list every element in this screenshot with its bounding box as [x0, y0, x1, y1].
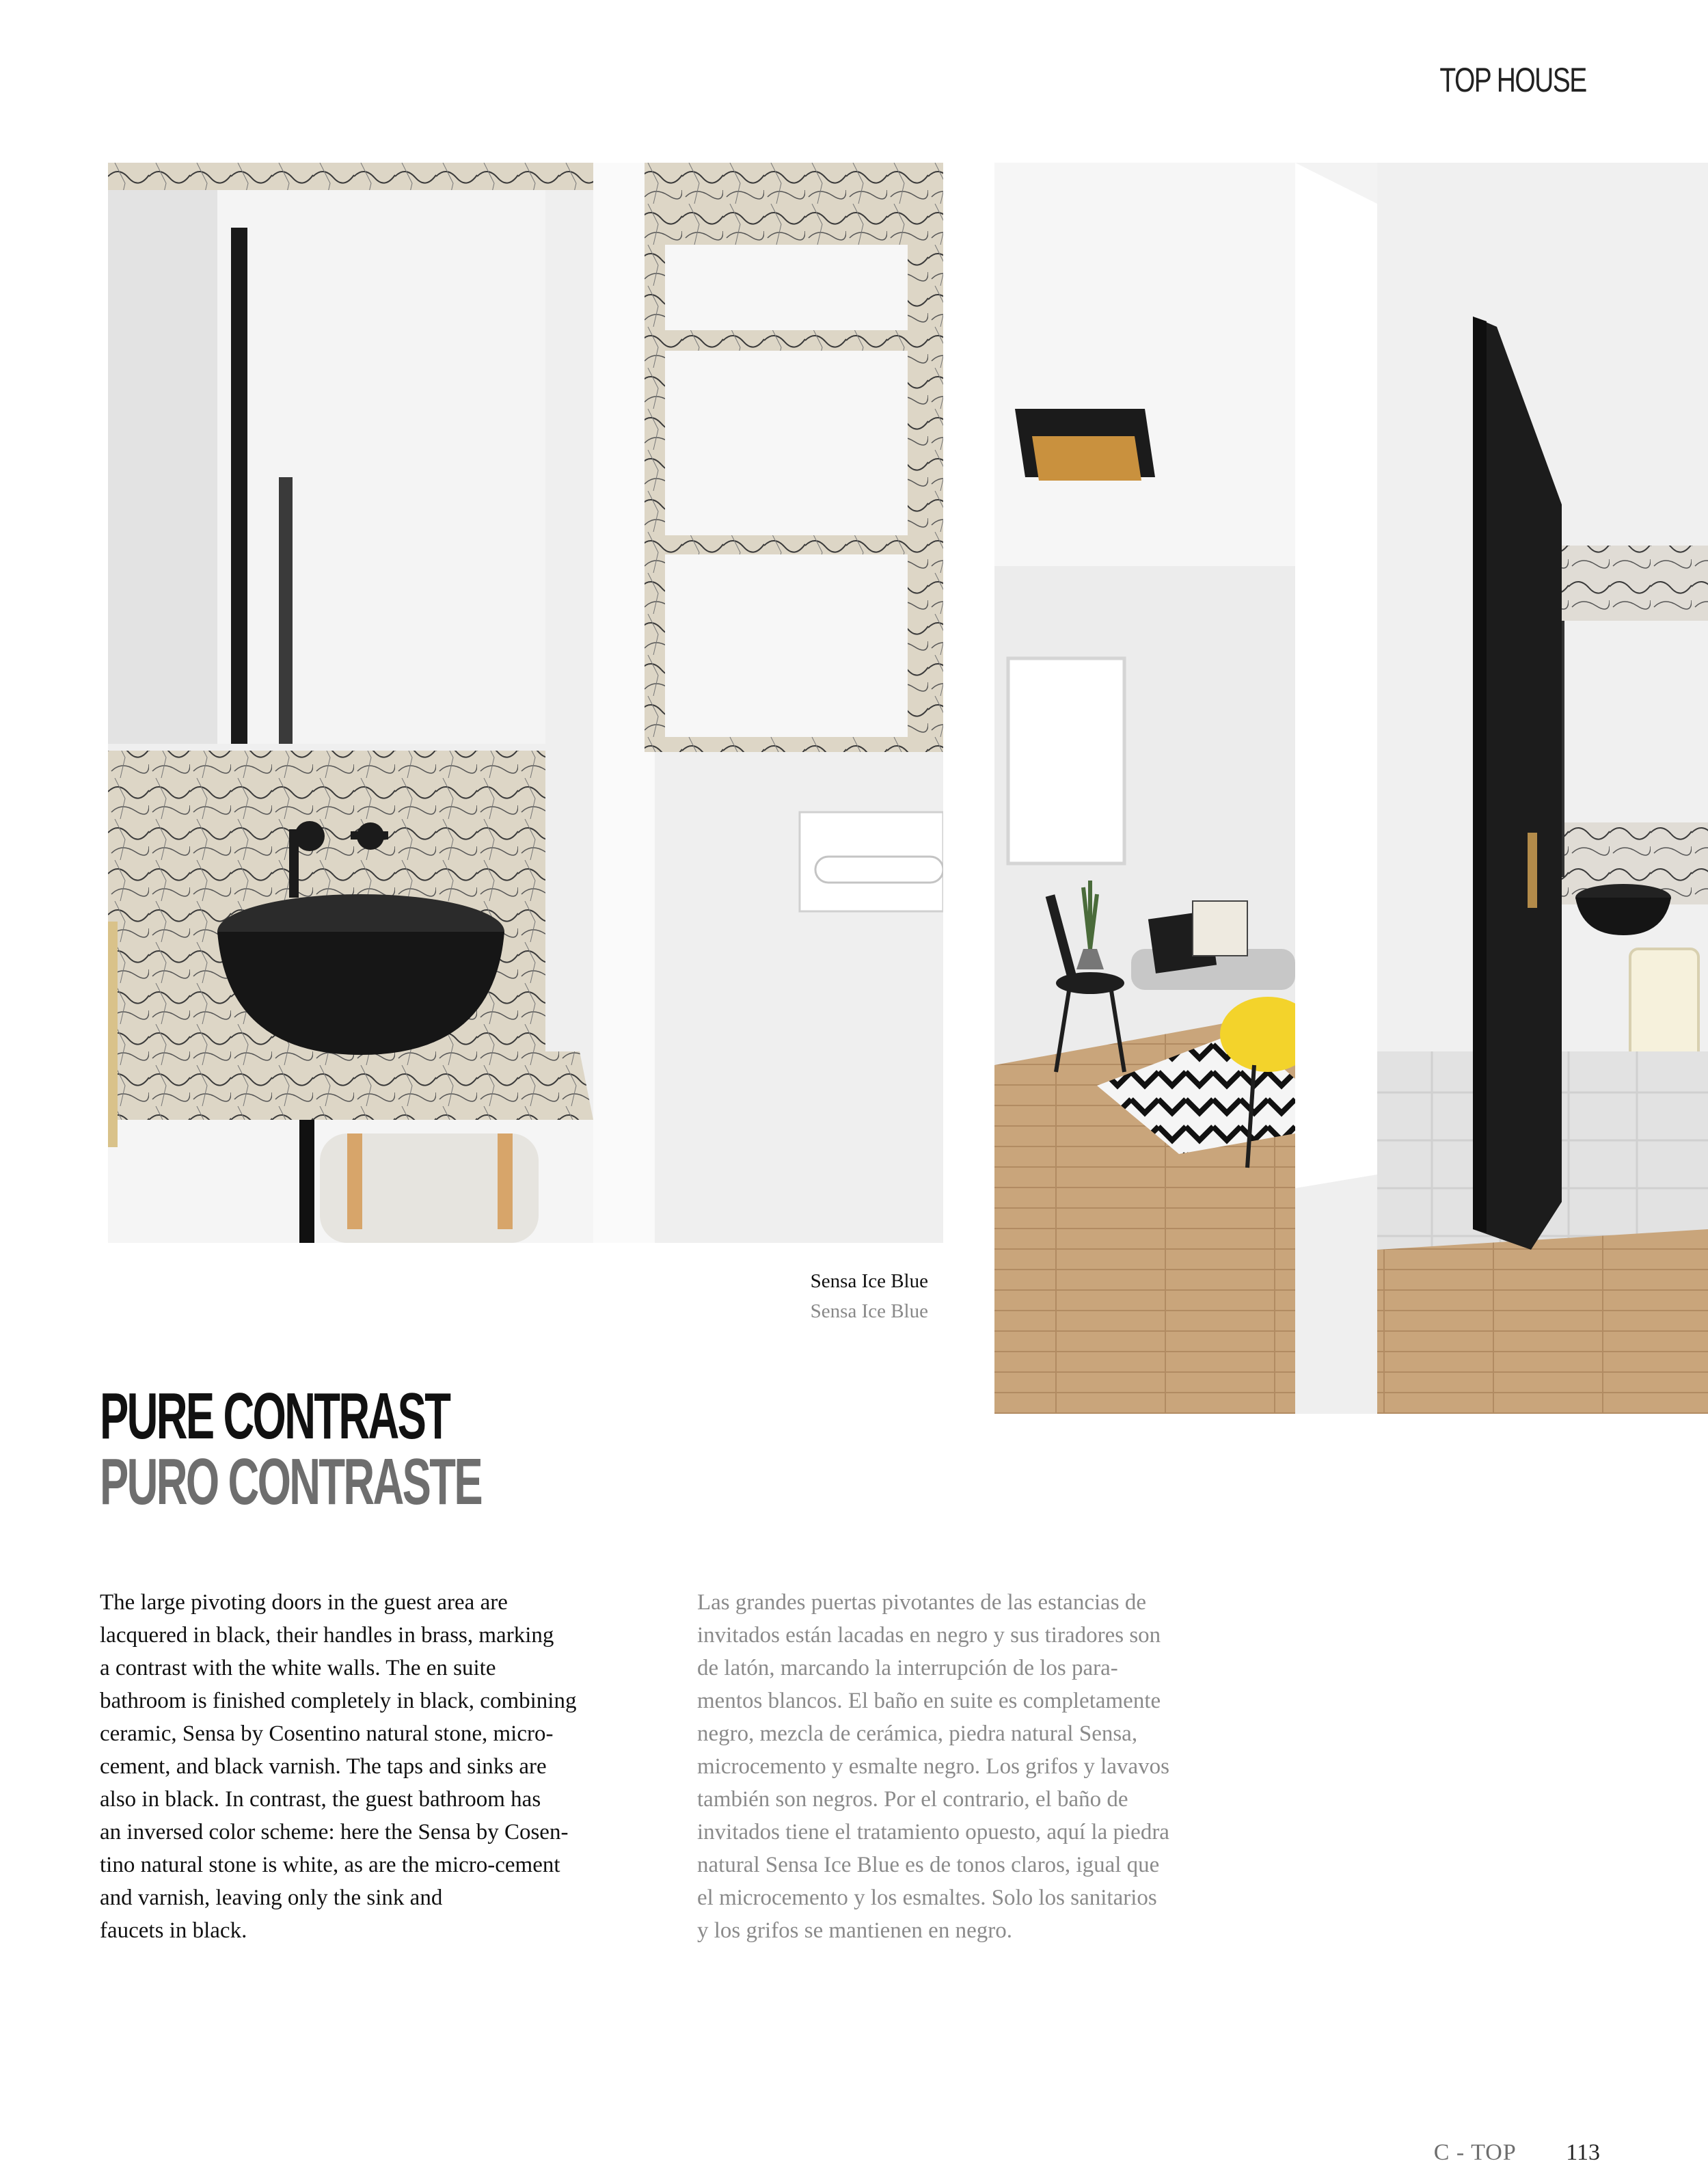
page-number: 113 [1566, 2140, 1600, 2165]
body-line: el microcemento y los esmaltes. Solo los sanitarios [697, 1886, 1157, 1910]
body-line: faucets in black. [100, 1918, 247, 1943]
body-line: cement, and black varnish. The taps and sinks are [100, 1754, 547, 1779]
body-text-spanish [697, 1586, 1169, 1947]
body-line: invitados tiene el tratamiento opuesto, aquí la piedra [697, 1820, 1169, 1844]
article-headline [100, 1380, 481, 1518]
body-line: microcemento y esmalte negro. Los grifos y lavavos [697, 1754, 1169, 1779]
body-line: Las grandes puertas pivotantes de las estancias de [697, 1590, 1147, 1615]
body-line: negro, mezcla de cerámica, piedra natural Sensa, [697, 1721, 1138, 1746]
body-line: natural Sensa Ice Blue es de tonos claros, igual que [697, 1853, 1160, 1877]
body-line: también son negros. Por el contrario, el baño de [697, 1787, 1128, 1812]
section-label: TOP HOUSE [1439, 61, 1586, 99]
body-line: The large pivoting doors in the guest area are [100, 1590, 508, 1615]
bathroom-vanity-illustration [108, 163, 943, 1243]
page-footer [1434, 2140, 1600, 2166]
bathroom-vanity-photo [108, 163, 943, 1243]
magazine-brand: C - TOP [1433, 2140, 1517, 2165]
body-line: a contrast with the white walls. The en suite [100, 1656, 496, 1680]
headline-es: PURO CONTRASTE [100, 1445, 481, 1518]
body-line: tino natural stone is white, as are the micro-cement [100, 1853, 560, 1877]
pivoting-door-guest-room-photo [994, 163, 1708, 1414]
body-line: bathroom is finished completely in black, combining [100, 1689, 577, 1713]
photo-caption [811, 1266, 928, 1326]
caption-en: Sensa Ice Blue [810, 1270, 928, 1292]
body-line: also in black. In contrast, the guest bathroom has [100, 1787, 541, 1812]
body-line: y los grifos se mantienen en negro. [697, 1918, 1012, 1943]
body-line: an inversed color scheme: here the Sensa by Cosen- [100, 1820, 569, 1844]
caption-es: Sensa Ice Blue [810, 1300, 928, 1322]
body-line: mentos blancos. El baño en suite es completamente [697, 1689, 1161, 1713]
guest-room-illustration [994, 163, 1708, 1414]
body-line: and varnish, leaving only the sink and [100, 1886, 443, 1910]
body-line: lacquered in black, their handles in brass, marking [100, 1623, 554, 1648]
headline-en: PURE CONTRAST [100, 1380, 450, 1453]
body-line: ceramic, Sensa by Cosentino natural stone, micro- [100, 1721, 554, 1746]
body-text-english [100, 1586, 576, 1947]
body-line: invitados están lacadas en negro y sus tiradores son [697, 1623, 1161, 1648]
body-line: de latón, marcando la interrupción de los para- [697, 1656, 1118, 1680]
